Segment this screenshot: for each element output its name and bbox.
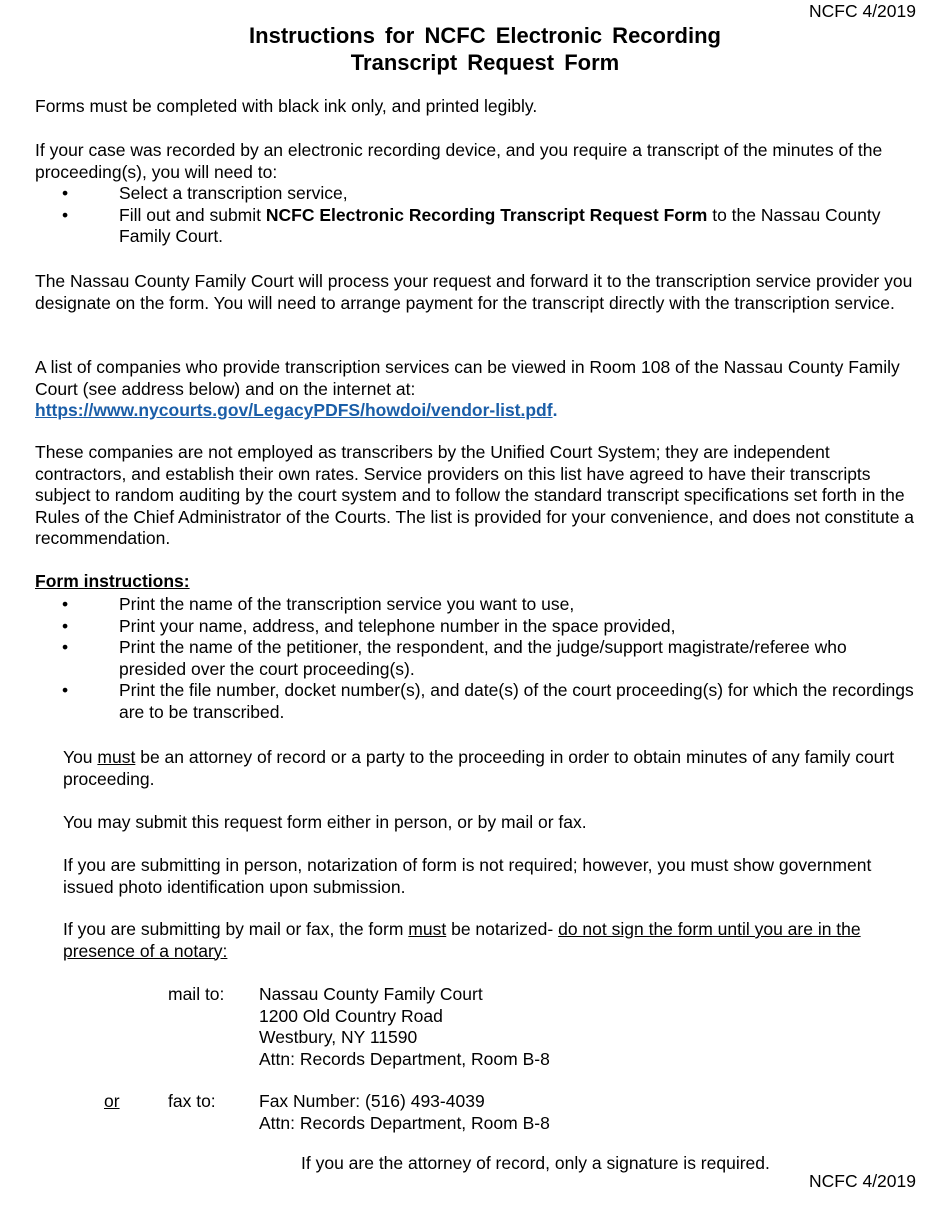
vendor-list-paragraph: A list of companies who provide transcription services can be viewed in Room 108 of the Nassau County Family Court (see address below) and on the internet at: https://www.nycourts.gov/LegacyPDFS/howdoi/vendor-list.pdf.: [35, 357, 900, 420]
form-number-top: NCFC 4/2019: [809, 1, 916, 21]
bullet: •: [62, 594, 69, 614]
page-title: [0, 22, 950, 76]
bullet: •: [62, 183, 69, 203]
mail-to-label: mail to:: [168, 984, 225, 1004]
list-item: • Print the name of the transcription service you want to use,: [62, 594, 575, 614]
instructions-list: [35, 594, 915, 723]
attorney-requirement-paragraph: You must be an attorney of record or a party to the proceeding in order to obtain minutes of any family court proceeding.: [63, 747, 895, 789]
recorded-case-paragraph: If your case was recorded by an electronic recording device, and you require a transcript of the minutes of the proceeding(s), you will need to:: [35, 140, 883, 182]
mail-fax-paragraph: If you are submitting by mail or fax, the form must be notarized- do not sign the form until you are in the presence of a notary:: [63, 919, 861, 961]
or-label: or: [104, 1091, 120, 1111]
form-number-bottom: NCFC 4/2019: [809, 1171, 916, 1191]
bullet: •: [62, 637, 69, 657]
list-item: • Print the name of the petitioner, the respondent, and the judge/support magistrate/referee who presided over the court proceeding(s).: [62, 637, 847, 679]
black-ink-notice: Forms must be completed with black ink only, and printed legibly.: [35, 96, 538, 116]
vendor-list-link[interactable]: https://www.nycourts.gov/LegacyPDFS/howdoi/vendor-list.pdf: [35, 400, 553, 420]
steps-list: [35, 183, 915, 248]
bullet: •: [62, 680, 69, 700]
fax-to-label: fax to:: [168, 1091, 216, 1111]
form-name-bold: NCFC Electronic Recording Transcript Request Form: [265, 204, 708, 225]
fax-details: Fax Number: (516) 493-4039 Attn: Records Department, Room B-8: [259, 1091, 550, 1133]
attorney-signature-note: If you are the attorney of record, only a signature is required.: [301, 1153, 770, 1173]
companies-paragraph: These companies are not employed as transcribers by the Unified Court System; they are independent contractors, and establish their own rates. Service providers on this list have agreed to have their transcripts subject to random auditing by the court system and to follow the standard transcript specifications set forth in the Rules of the Chief Administrator of the Courts. The list is provided for your convenience, and does not constitute a recommendation.: [35, 442, 915, 548]
bullet: •: [62, 615, 69, 636]
list-item: • Print your name, address, and telephone number in the space provided,: [62, 615, 676, 636]
title-line-2: Transcript Request Form: [350, 50, 620, 75]
in-person-paragraph: If you are submitting in person, notarization of form is not required; however, you must show government issued photo identification upon submission.: [63, 855, 872, 897]
list-item: • Print the file number, docket number(s), and date(s) of the court proceeding(s) for which the recordings are to be transcribed.: [62, 680, 914, 722]
mail-address: Nassau County Family Court 1200 Old Country Road Westbury, NY 11590 Attn: Records Department, Room B-8: [259, 984, 550, 1069]
bullet: •: [62, 204, 69, 225]
title-line-1: Instructions for NCFC Electronic Recording: [249, 23, 721, 48]
form-instructions-heading: Form instructions:: [35, 571, 190, 591]
process-paragraph: The Nassau County Family Court will process your request and forward it to the transcription service provider you designate on the form. You will need to arrange payment for the transcript directly with the transcription service.: [35, 271, 913, 313]
list-item: • Select a transcription service,: [62, 183, 348, 203]
submission-methods-paragraph: You may submit this request form either in person, or by mail or fax.: [63, 812, 587, 832]
list-item: • Fill out and submit NCFC Electronic Recording Transcript Request Form to the Nassau County Family Court.: [62, 204, 881, 246]
